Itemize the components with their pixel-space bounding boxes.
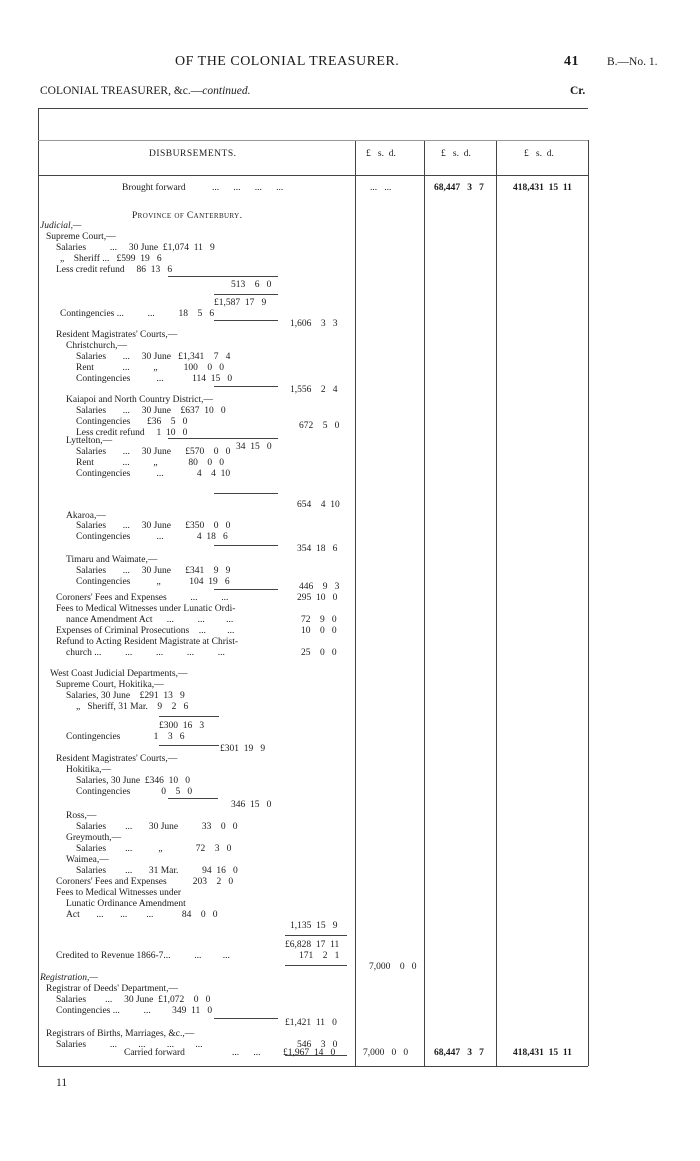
brought-forward-col1: ... ...	[370, 183, 392, 193]
table-top-rule	[38, 108, 588, 109]
rule	[214, 386, 278, 387]
ledger-line: Less credit refund 86 13 6	[56, 265, 173, 275]
rule	[214, 294, 278, 295]
ledger-line: Resident Magistrates' Courts,—	[56, 754, 178, 764]
ledger-line: Less credit refund 1 10 0	[76, 428, 188, 438]
ledger-line: 72 9 0	[301, 615, 337, 625]
rule	[285, 935, 347, 936]
ledger-line: Contingencies ... ... 18 5 6	[60, 309, 215, 319]
ledger-line: Contingencies ... 4 4 10	[76, 469, 231, 479]
brought-forward-dots: ... ... ... ...	[212, 183, 284, 193]
ledger-line: Salaries, 30 June £346 10 0	[76, 776, 190, 786]
ledger-line: Salaries ... „ 72 3 0	[76, 844, 232, 854]
ledger-line: Salaries ... 30 June £570 0 0	[76, 447, 231, 457]
brought-forward-col2: 68,447 3 7	[434, 183, 484, 193]
ledger-line: Registrars of Births, Marriages, &c.,—	[46, 1029, 195, 1039]
ledger-line: Christchurch,—	[66, 341, 127, 351]
ledger-line: £300 16 3	[159, 721, 205, 731]
col2-heading: £ s. d.	[441, 149, 471, 159]
ledger-line: Credited to Revenue 1866-7... ... ...	[56, 951, 230, 961]
ledger-line: „ Sheriff ... £599 19 6	[60, 254, 162, 264]
ledger-line: Akaroa,—	[66, 511, 106, 521]
page-marker: 11	[56, 1077, 68, 1089]
col2-rule	[424, 140, 425, 1066]
ledger-line: Greymouth,—	[66, 833, 122, 843]
ledger-line: 654 4 10	[297, 500, 340, 510]
ledger-line: Waimea,—	[66, 855, 109, 865]
carried-forward-col0: £1,967 14 0	[283, 1048, 336, 1058]
col1-rule	[355, 140, 356, 1066]
col3-rule	[496, 140, 497, 1066]
rule	[168, 798, 218, 799]
ledger-line: Contingencies 1 3 6	[66, 732, 185, 742]
brought-forward-col3: 418,431 15 11	[513, 183, 572, 193]
ledger-line: Hokitika,—	[66, 765, 112, 775]
credit-marker: Cr.	[570, 85, 586, 97]
ledger-line: Registration,—	[40, 973, 98, 983]
carried-forward-label: Carried forward	[124, 1048, 185, 1058]
ledger-line: 546 3 0	[297, 1040, 338, 1050]
ledger-line: Salaries ... 30 June £637 10 0	[76, 406, 226, 416]
rule	[168, 276, 278, 277]
col3-heading: £ s. d.	[524, 149, 554, 159]
ledger-line: Contingencies £36 5 0	[76, 417, 188, 427]
ledger-line: Contingencies „ 104 19 6	[76, 577, 230, 587]
ledger-line: Supreme Court,—	[46, 232, 116, 242]
ledger-line: Expenses of Criminal Prosecutions ... ...	[56, 626, 235, 636]
section-heading-continued: continued.	[202, 85, 251, 97]
col1-heading: £ s. d.	[366, 149, 396, 159]
ledger-line: Coroners' Fees and Expenses 203 2 0	[56, 877, 234, 887]
ledger-line: West Coast Judicial Departments,—	[50, 669, 188, 679]
ledger-line: Lyttelton,—	[66, 436, 113, 446]
ledger-line: 10 0 0	[301, 626, 337, 636]
ledger-line: nance Amendment Act ... ... ...	[66, 615, 234, 625]
ledger-line: 295 10 0	[297, 593, 338, 603]
ledger-line: 7,000 0 0	[369, 962, 417, 972]
ledger-line: Supreme Court, Hokitika,—	[56, 680, 164, 690]
ledger-line: 446 9 3	[299, 582, 340, 592]
page-number: 41	[564, 54, 579, 69]
ledger-line: 346 15 0	[231, 800, 272, 810]
ledger-line: „ Sheriff, 31 Mar. 9 2 6	[76, 702, 189, 712]
ledger-line: Contingencies 0 5 0	[76, 787, 193, 797]
ledger-line: 354 18 6	[297, 544, 338, 554]
table-head-rule	[38, 175, 588, 176]
table-bottom-rule	[38, 1066, 588, 1067]
ledger-line: Salaries ... 31 Mar. 94 16 0	[76, 866, 238, 876]
rule	[159, 745, 219, 746]
ledger-line: £1,587 17 9	[214, 298, 267, 308]
carried-forward-col3: 418,431 15 11	[513, 1048, 572, 1058]
rule	[159, 716, 219, 717]
ledger-line: Contingencies ... 114 15 0	[76, 374, 233, 384]
province-heading: Province of Canterbury.	[132, 211, 243, 221]
ledger-line: church ... ... ... ... ...	[66, 648, 225, 658]
ledger-line: Contingencies ... ... 349 11 0	[56, 1006, 213, 1016]
carried-forward-col1: 7,000 0 0	[363, 1048, 409, 1058]
page-title: OF THE COLONIAL TREASURER.	[175, 54, 400, 69]
table-right-rule	[588, 140, 589, 1066]
ledger-line: Fees to Medical Witnesses under Lunatic Ordi-	[56, 604, 236, 614]
ledger-line: 1,556 2 4	[290, 385, 338, 395]
ledger-line: Registrar of Deeds' Department,—	[46, 984, 179, 994]
ledger-line: Judicial,—	[40, 221, 82, 231]
rule	[214, 1018, 278, 1019]
brought-forward-label: Brought forward	[122, 183, 186, 193]
carried-forward-dots: ... ...	[232, 1048, 261, 1058]
rule	[285, 965, 347, 966]
ledger-line: Contingencies ... 4 18 6	[76, 532, 228, 542]
rule	[168, 438, 278, 439]
ledger-line: Rent ... „ 100 0 0	[76, 363, 225, 373]
ledger-line: Salaries ... 30 June £1,341 7 4	[76, 352, 231, 362]
ledger-line: 1,135 15 9	[290, 921, 338, 931]
table-left-rule	[38, 108, 39, 1066]
ledger-line: 672 5 0	[299, 421, 340, 431]
section-heading	[40, 86, 251, 98]
section-heading-main: COLONIAL TREASURER, &c.—	[40, 85, 203, 97]
rule	[214, 545, 278, 546]
ledger-line: £301 19 9	[220, 744, 266, 754]
ledger-line: Salaries ... 30 June £341 9 9	[76, 566, 231, 576]
ledger-line: Resident Magistrates' Courts,—	[56, 330, 178, 340]
ledger-line: £1,421 11 0	[285, 1018, 337, 1028]
ledger-line: Ross,—	[66, 811, 97, 821]
ledger-line: Salaries, 30 June £291 13 9	[66, 691, 185, 701]
ledger-line: Act ... ... ... 84 0 0	[66, 910, 218, 920]
ledger-line: 171 2 1	[299, 951, 340, 961]
ledger-line: Salaries ... 30 June 33 0 0	[76, 822, 238, 832]
ledger-line: 1,606 3 3	[290, 319, 338, 329]
table-subtop-rule	[38, 140, 588, 141]
ledger-line: £6,828 17 11	[285, 940, 340, 950]
disbursements-heading: DISBURSEMENTS.	[149, 149, 237, 159]
ledger-line: Refund to Acting Resident Magistrate at Christ-	[56, 637, 239, 647]
ledger-line: Timaru and Waimate,—	[66, 555, 158, 565]
ledger-line: Fees to Medical Witnesses under	[56, 888, 182, 898]
document-reference: B.—No. 1.	[607, 56, 658, 68]
ledger-line: Salaries ... 30 June £1,074 11 9	[56, 243, 215, 253]
ledger-line: Salaries ... 30 June £350 0 0	[76, 521, 231, 531]
ledger-line: Coroners' Fees and Expenses ... ...	[56, 593, 229, 603]
rule	[214, 320, 278, 321]
ledger-line: 25 0 0	[301, 648, 337, 658]
carried-forward-col2: 68,447 3 7	[434, 1048, 484, 1058]
rule	[214, 493, 278, 494]
ledger-line: 34 15 0	[236, 442, 272, 452]
ledger-line: 513 6 0	[231, 280, 272, 290]
ledger-line: Lunatic Ordinance Amendment	[66, 899, 186, 909]
ledger-line: Salaries ... ... ... ...	[56, 1040, 203, 1050]
ledger-line: Kaiapoi and North Country District,—	[66, 395, 213, 405]
ledger-line: Rent ... „ 80 0 0	[76, 458, 225, 468]
rule	[214, 589, 278, 590]
ledger-line: Salaries ... 30 June £1,072 0 0	[56, 995, 211, 1005]
